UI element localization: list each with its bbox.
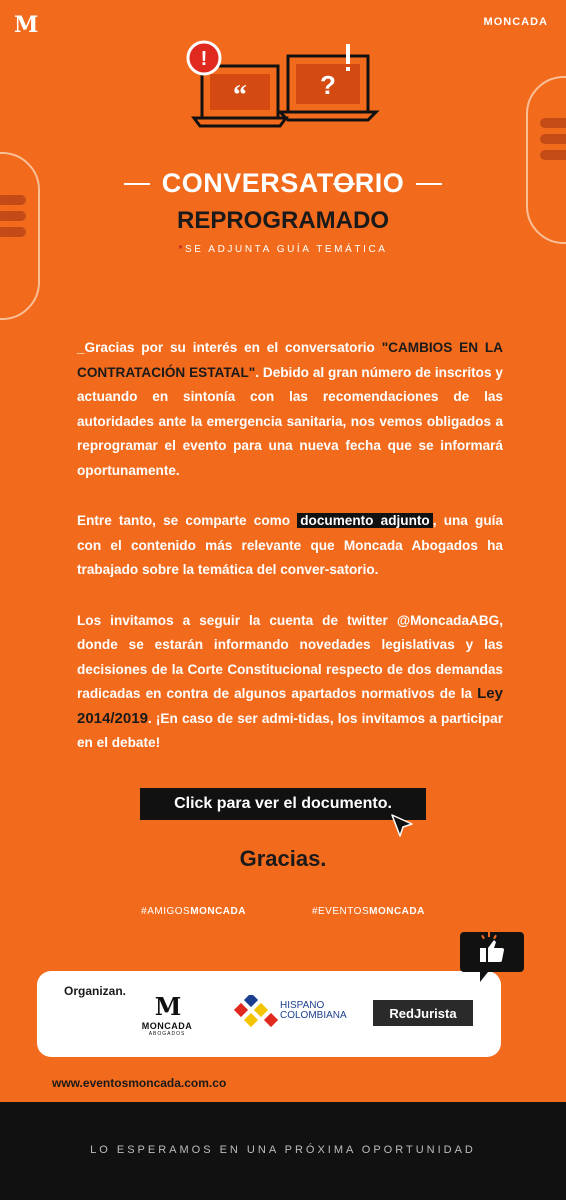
- title-part-1: CONVERSAT: [161, 168, 334, 198]
- hashtag-eventos[interactable]: #EVENTOSMONCADA: [311, 906, 425, 917]
- exclamation-icon: !: [200, 48, 208, 70]
- hispano-colombiana-emblem: [232, 995, 278, 1031]
- law-reference: Ley 2014/2019: [77, 685, 503, 727]
- title-dash-left: [124, 183, 150, 185]
- moncada-logo-top[interactable]: M: [14, 12, 37, 38]
- title-part-o: O: [333, 168, 355, 198]
- event-title: [0, 168, 566, 199]
- moncada-abogados-logo[interactable]: M MONCADA ABOGADOS: [141, 992, 193, 1037]
- brand-name-top: MONCADA: [483, 16, 548, 28]
- attached-document-highlight: documento adjunto: [297, 513, 433, 528]
- title-part-3: RIO: [354, 168, 405, 198]
- organizers-label: Organizan.: [64, 984, 127, 998]
- thanks-text: Gracias.: [239, 846, 327, 871]
- decorative-bars-right: [540, 118, 566, 160]
- hispano-line-1: HISPANO: [280, 1000, 325, 1011]
- paragraph-2: Entre tanto, se comparte como documento adjunto , una guía con el contenido más relevante que Moncada Abogados ha trabajado sobre la temática del conver-satorio.: [77, 513, 503, 577]
- paragraph-3: Los invitamos a seguir la cuenta de twitter @MoncadaABG, donde se estarán informando novedades legislativas y las decisiones de la Corte Constitucional respecto de dos demandas radicadas en contra de algunos apartados normativos de la Ley 2014/2019. ¡En caso de ser admi-tidas, los invitamos a participar en el debate!: [77, 612, 503, 750]
- attachment-note: *SE ADJUNTA GUÍA TEMÁTICA: [178, 244, 388, 255]
- footer-message: LO ESPERAMOS EN UNA PRÓXIMA OPORTUNIDAD: [90, 1144, 476, 1156]
- hashtag-amigos[interactable]: #AMIGOSMONCADA: [141, 906, 246, 917]
- title-dash-right: [416, 183, 442, 185]
- laptops-chat-illustration: [180, 38, 390, 138]
- question-icon: ?: [320, 70, 336, 100]
- camara-hispano-colombiana-logo[interactable]: [232, 995, 352, 1031]
- thumbs-up-bubble-icon: [458, 928, 526, 984]
- hispano-line-2: COLOMBIANA: [280, 1010, 347, 1021]
- website-link[interactable]: www.eventosmoncada.com.co: [52, 1076, 227, 1090]
- hashtags: [0, 906, 566, 917]
- view-document-button[interactable]: Click para ver el documento.: [140, 788, 426, 820]
- message-body: [77, 336, 503, 782]
- quote-icon: “: [233, 80, 247, 111]
- redjurista-logo[interactable]: RedJurista: [373, 1000, 473, 1026]
- event-name: "CAMBIOS EN LA CONTRATACIÓN ESTATAL": [77, 340, 503, 380]
- paragraph-1: _Gracias por su interés en el conversatorio "CAMBIOS EN LA CONTRATACIÓN ESTATAL". Debido al gran número de inscritos y actuando en sintonía con las recomendaciones de las autoridades ante la emergencia sanitaria, nos vemos obligados a reprogramar el evento para una nueva fecha que se informará oportunamente.: [77, 340, 503, 478]
- event-subtitle: REPROGRAMADO: [176, 207, 389, 234]
- cursor-arrow-icon: [388, 812, 416, 840]
